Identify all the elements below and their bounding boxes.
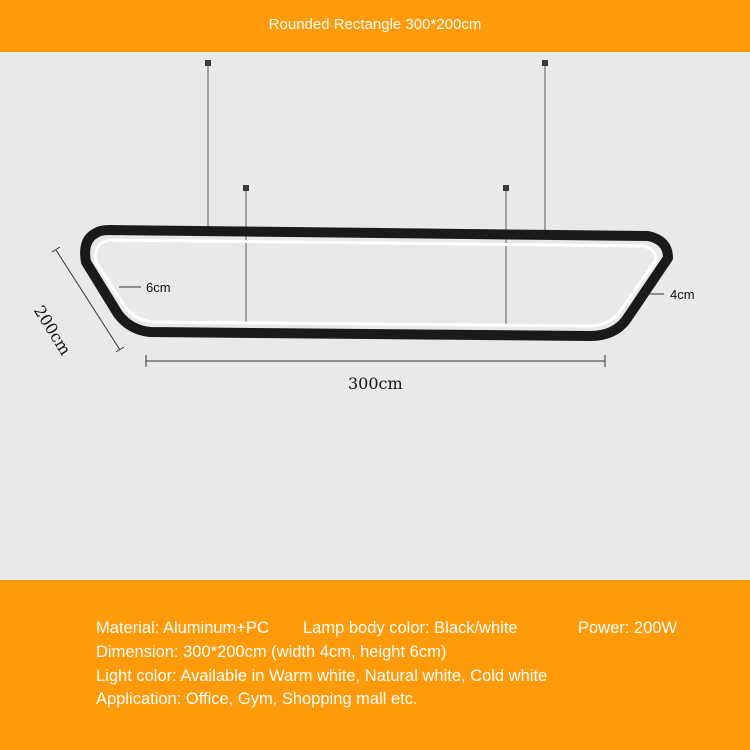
width-dimension-line: [146, 355, 605, 367]
top-banner: [0, 0, 750, 52]
width-label: 300cm: [348, 374, 403, 393]
depth-label: 200cm: [29, 302, 75, 359]
cable-caps: [205, 60, 548, 191]
spec-dimension: Dimension: 300*200cm (width 4cm, height 6cm): [96, 643, 447, 661]
spec-body-color: Lamp body color: Black/white: [303, 619, 518, 637]
banner-title: Rounded Rectangle 300*200cm: [268, 16, 482, 33]
lamp-illustration: [0, 52, 750, 580]
spec-power: Power: 200W: [578, 619, 678, 637]
product-diagram: [0, 52, 750, 580]
suspension-cables: [208, 66, 545, 324]
height-label: 6cm: [146, 280, 171, 295]
specs-panel: [0, 580, 750, 750]
spec-application: Application: Office, Gym, Shopping mall etc.: [96, 690, 418, 708]
lamp-light-strip: [96, 240, 656, 326]
spec-light-color: Light color: Available in Warm white, Natural white, Cold white: [96, 667, 548, 685]
thickness-label: 4cm: [670, 287, 695, 302]
spec-material: Material: Aluminum+PC: [96, 619, 269, 637]
